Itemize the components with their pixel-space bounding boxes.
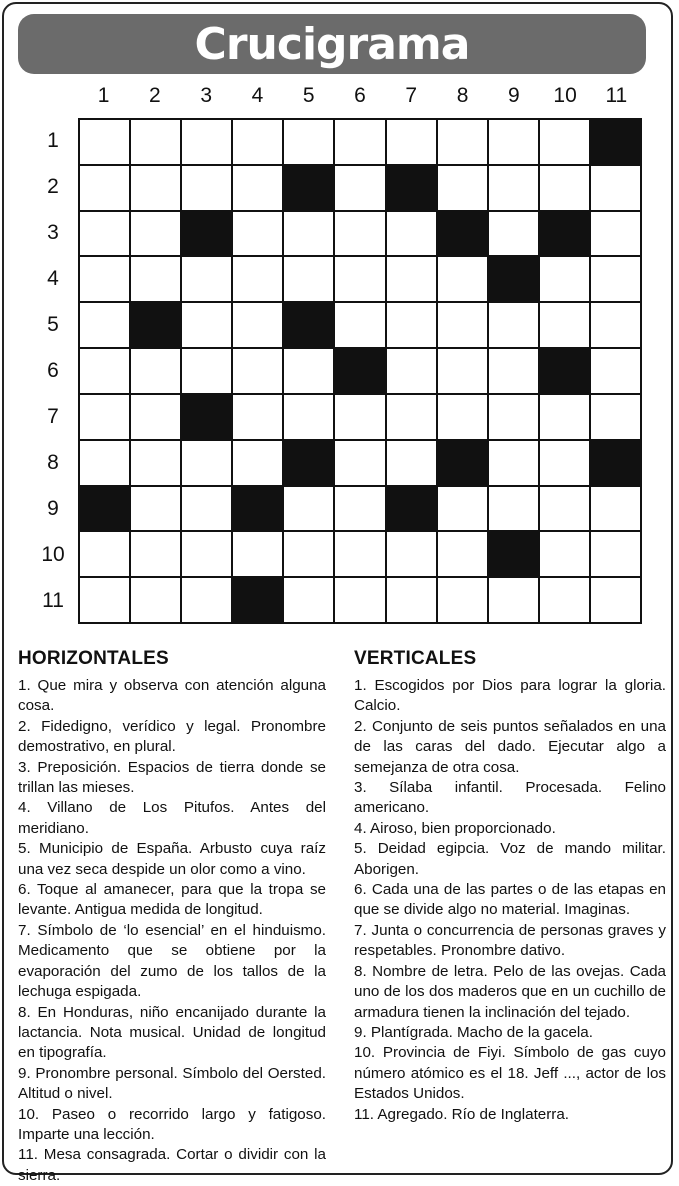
grid-cell[interactable]	[438, 166, 487, 210]
clue-h8: 8. En Honduras, niño encanijado durante la lactancia. Nota musical. Unidad de longitud en tipografía.	[18, 1003, 326, 1062]
black-cell	[284, 441, 333, 485]
row-number: 6	[47, 359, 59, 382]
grid-cell[interactable]	[489, 441, 538, 485]
clue-h5: 5. Municipio de España. Arbusto cuya raíz una vez seca despide un olor como a vino.	[18, 840, 326, 878]
grid-cell[interactable]	[80, 166, 129, 210]
grid-cell[interactable]	[387, 303, 436, 347]
black-cell	[438, 441, 487, 485]
row-number: 10	[41, 543, 65, 566]
grid-cell[interactable]	[387, 441, 436, 485]
grid-cell[interactable]	[131, 349, 180, 393]
grid-cell[interactable]	[540, 303, 589, 347]
clue-h9: 9. Pronombre personal. Símbolo del Oersted. Altitud o nivel.	[18, 1064, 326, 1103]
row-number: 4	[47, 267, 59, 290]
row-number: 2	[47, 175, 59, 198]
grid-cell[interactable]	[438, 395, 487, 439]
grid-cell[interactable]	[335, 578, 384, 622]
column-number: 3	[200, 84, 212, 107]
grid-cell[interactable]	[591, 166, 640, 210]
clue-v11: 11. Agregado. Río de Inglaterra.	[354, 1105, 570, 1123]
crossword-grid	[78, 118, 642, 624]
grid-cell[interactable]	[131, 487, 180, 531]
row-number: 5	[47, 313, 59, 336]
black-cell	[284, 166, 333, 210]
grid-cell[interactable]	[182, 257, 231, 301]
grid-cell[interactable]	[80, 303, 129, 347]
grid-cell[interactable]	[540, 120, 589, 164]
grid-cell[interactable]	[591, 303, 640, 347]
grid-cell[interactable]	[489, 212, 538, 256]
clue-v7: 7. Junta o concurrencia de personas graves y respetables. Pronombre dativo.	[354, 921, 666, 960]
grid-cell[interactable]	[591, 487, 640, 531]
horizontales-section	[18, 648, 326, 1186]
column-number: 11	[605, 84, 628, 107]
grid-cell[interactable]	[591, 532, 640, 576]
column-number: 9	[507, 84, 520, 107]
grid-cell[interactable]	[591, 395, 640, 439]
grid-cell[interactable]	[438, 349, 487, 393]
row-number: 3	[47, 221, 59, 244]
grid-cell[interactable]	[182, 349, 231, 393]
grid-cell[interactable]	[387, 349, 436, 393]
grid-cell[interactable]	[182, 303, 231, 347]
grid-cell[interactable]	[387, 257, 436, 301]
clue-v2: 2. Conjunto de seis puntos señalados en una de las caras del dado. Ejecutar algo a semejanza de otra cosa.	[354, 717, 666, 776]
grid-cell[interactable]	[387, 532, 436, 576]
grid-cell[interactable]	[489, 166, 538, 210]
grid-cell[interactable]	[80, 212, 129, 256]
grid-cell[interactable]	[540, 441, 589, 485]
clue-v6: 6. Cada una de las partes o de las etapas en que se divide algo no material. Imaginas.	[354, 881, 666, 919]
grid-cell[interactable]	[540, 578, 589, 622]
column-number: 2	[149, 84, 161, 107]
clue-h7: 7. Símbolo de ‘lo esencial’ en el hinduismo. Medicamento que se obtiene por la evaporación del zumo de los tallos de la lechuga espigada.	[18, 921, 326, 1001]
black-cell	[131, 303, 180, 347]
grid-cell[interactable]	[438, 120, 487, 164]
clue-h10: 10. Paseo o recorrido largo y fatigoso. Imparte una lección.	[18, 1105, 326, 1143]
grid-cell[interactable]	[591, 212, 640, 256]
black-cell	[540, 349, 589, 393]
grid-cell[interactable]	[233, 395, 282, 439]
grid-cell[interactable]	[233, 532, 282, 576]
row-numbers	[30, 118, 76, 624]
grid-cell[interactable]	[182, 120, 231, 164]
grid-cell[interactable]	[540, 532, 589, 576]
black-cell	[233, 487, 282, 531]
clue-h6: 6. Toque al amanecer, para que la tropa se levante. Antigua medida de longitud.	[18, 881, 326, 919]
grid-cell[interactable]	[387, 212, 436, 256]
grid-cell[interactable]	[284, 395, 333, 439]
clue-v8: 8. Nombre de letra. Pelo de las ovejas. Cada uno de los dos maderos que en un cuchillo de armadura tienen la inclinación del tejado.	[354, 962, 666, 1021]
grid-cell[interactable]	[80, 395, 129, 439]
grid-cell[interactable]	[80, 120, 129, 164]
grid-cell[interactable]	[387, 395, 436, 439]
grid-cell[interactable]	[335, 212, 384, 256]
row-number: 1	[47, 129, 59, 152]
clue-h2: 2. Fidedigno, verídico y legal. Pronombre demostrativo, en plural.	[18, 717, 326, 756]
black-cell	[387, 487, 436, 531]
grid-cell[interactable]	[387, 120, 436, 164]
grid-cell[interactable]	[80, 257, 129, 301]
grid-cell[interactable]	[335, 120, 384, 164]
grid-cell[interactable]	[438, 303, 487, 347]
clue-v5: 5. Deidad egipcia. Voz de mando militar. Aborigen.	[354, 840, 666, 878]
black-cell	[387, 166, 436, 210]
black-cell	[591, 120, 640, 164]
grid-cell[interactable]	[438, 532, 487, 576]
grid-cell[interactable]	[335, 532, 384, 576]
grid-cell[interactable]	[489, 120, 538, 164]
black-cell	[438, 212, 487, 256]
grid-cell[interactable]	[335, 395, 384, 439]
grid-cell[interactable]	[335, 487, 384, 531]
grid-cell[interactable]	[284, 349, 333, 393]
grid-cell[interactable]	[182, 578, 231, 622]
black-cell	[182, 395, 231, 439]
black-cell	[489, 257, 538, 301]
black-cell	[335, 349, 384, 393]
verticales-section	[354, 648, 666, 1125]
grid-cell[interactable]	[131, 120, 180, 164]
grid-cell[interactable]	[591, 578, 640, 622]
row-number: 8	[47, 451, 59, 474]
grid-cell[interactable]	[80, 349, 129, 393]
row-number: 7	[47, 405, 59, 428]
grid-cell[interactable]	[489, 349, 538, 393]
column-number: 1	[97, 84, 110, 107]
grid-cell[interactable]	[284, 532, 333, 576]
grid-cell[interactable]	[489, 487, 538, 531]
grid-cell[interactable]	[182, 487, 231, 531]
grid-cell[interactable]	[182, 532, 231, 576]
page-title: Crucigrama	[194, 18, 470, 70]
column-number: 4	[251, 84, 264, 107]
grid-cell[interactable]	[284, 487, 333, 531]
grid-cell[interactable]	[540, 166, 589, 210]
clue-v9: 9. Plantígrada. Macho de la gacela.	[354, 1023, 593, 1041]
grid-cell[interactable]	[284, 212, 333, 256]
horizontales-heading: HORIZONTALES	[18, 648, 169, 669]
clue-v3: 3. Sílaba infantil. Procesada. Felino americano.	[354, 779, 666, 817]
grid-cell[interactable]	[489, 578, 538, 622]
grid-cell[interactable]	[540, 257, 589, 301]
grid-cell[interactable]	[591, 257, 640, 301]
grid-cell[interactable]	[540, 395, 589, 439]
grid-cell[interactable]	[131, 441, 180, 485]
grid-cell[interactable]	[233, 212, 282, 256]
clue-h1: 1. Que mira y observa con atención alguna cosa.	[18, 677, 326, 715]
grid-cell[interactable]	[233, 166, 282, 210]
grid-cell[interactable]	[335, 166, 384, 210]
clue-h3: 3. Preposición. Espacios de tierra donde se trillan las mieses.	[18, 758, 326, 797]
row-number: 9	[47, 497, 59, 520]
grid-cell[interactable]	[233, 257, 282, 301]
black-cell	[591, 441, 640, 485]
black-cell	[489, 532, 538, 576]
grid-cell[interactable]	[540, 487, 589, 531]
title-banner	[18, 14, 646, 74]
grid-cell[interactable]	[284, 257, 333, 301]
grid-cell[interactable]	[284, 578, 333, 622]
grid-cell[interactable]	[233, 349, 282, 393]
black-cell	[540, 212, 589, 256]
row-number: 11	[42, 589, 64, 612]
black-cell	[80, 487, 129, 531]
grid-cell[interactable]	[131, 532, 180, 576]
grid-cell[interactable]	[80, 441, 129, 485]
clue-v1: 1. Escogidos por Dios para lograr la gloria. Calcio.	[354, 677, 666, 715]
grid-cell[interactable]	[489, 303, 538, 347]
column-numbers	[78, 84, 642, 110]
grid-cell[interactable]	[131, 395, 180, 439]
grid-cell[interactable]	[233, 441, 282, 485]
column-number: 6	[354, 84, 366, 107]
clue-h4: 4. Villano de Los Pitufos. Antes del meridiano.	[18, 799, 326, 837]
grid-cell[interactable]	[131, 212, 180, 256]
verticales-heading: VERTICALES	[354, 648, 477, 669]
grid-cell[interactable]	[182, 166, 231, 210]
column-number: 7	[405, 84, 418, 107]
clue-v4: 4. Airoso, bien proporcionado.	[354, 819, 556, 837]
grid-cell[interactable]	[335, 257, 384, 301]
clue-h11: 11. Mesa consagrada. Cortar o dividir con la sierra.	[18, 1146, 326, 1184]
grid-cell[interactable]	[182, 441, 231, 485]
column-number: 5	[302, 84, 315, 107]
grid-cell[interactable]	[335, 303, 384, 347]
grid-cell[interactable]	[80, 578, 129, 622]
column-number: 8	[456, 84, 469, 107]
grid-cell[interactable]	[489, 395, 538, 439]
grid-cell[interactable]	[335, 441, 384, 485]
black-cell	[284, 303, 333, 347]
grid-cell[interactable]	[131, 578, 180, 622]
grid-cell[interactable]	[233, 303, 282, 347]
grid-cell[interactable]	[284, 120, 333, 164]
grid-cell[interactable]	[233, 120, 282, 164]
clue-v10: 10. Provincia de Fiyi. Símbolo de gas cuyo número atómico es el 18. Jeff ..., actor de los Estados Unidos.	[354, 1044, 666, 1103]
grid-cell[interactable]	[387, 578, 436, 622]
column-number: 10	[553, 84, 577, 107]
grid-cell[interactable]	[131, 257, 180, 301]
grid-cell[interactable]	[131, 166, 180, 210]
grid-cell[interactable]	[438, 257, 487, 301]
grid-cell[interactable]	[80, 532, 129, 576]
grid-cell[interactable]	[438, 578, 487, 622]
black-cell	[233, 578, 282, 622]
grid-cell[interactable]	[591, 349, 640, 393]
black-cell	[182, 212, 231, 256]
grid-cell[interactable]	[438, 487, 487, 531]
